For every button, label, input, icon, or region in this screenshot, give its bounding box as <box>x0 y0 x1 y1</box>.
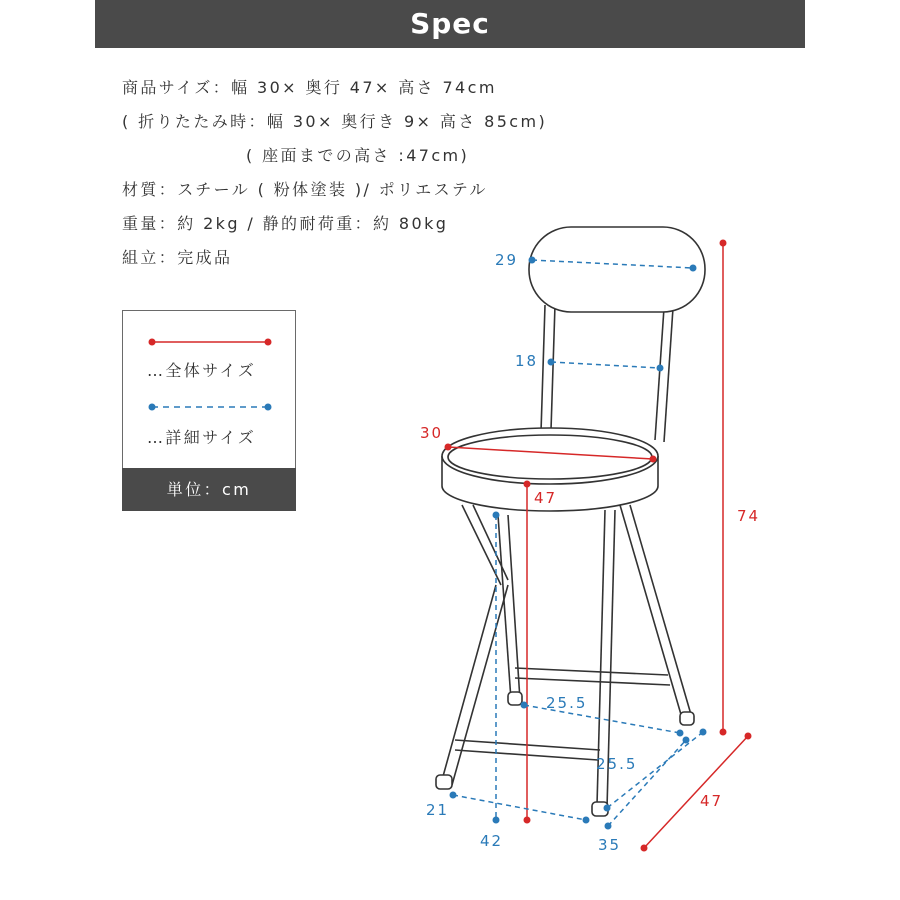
front-leg-height-dot-top <box>493 512 500 519</box>
seat-top <box>442 428 658 484</box>
front-left-width-dot-end <box>583 817 590 824</box>
label-front-leg-height: 42 <box>480 832 504 850</box>
leg-back-right-inner <box>630 505 692 718</box>
frame-width-dot-end <box>657 365 664 372</box>
spec-assembly: 組立：完成品 <box>122 248 233 267</box>
rear-span-dot-start <box>521 702 528 709</box>
foot-back-left <box>508 692 522 705</box>
backrest-rail-left <box>541 305 545 432</box>
frame-width-dot-start <box>548 359 555 366</box>
backrest-cushion <box>529 227 705 312</box>
label-backrest-width: 29 <box>495 251 519 269</box>
label-front-depth: 35 <box>598 836 622 854</box>
backrest-rail-right <box>655 308 664 440</box>
front-left-width-line <box>453 795 586 820</box>
total-depth-dot-end <box>641 845 648 852</box>
front-depth-dot-end <box>683 737 690 744</box>
label-frame-width: 18 <box>515 352 539 370</box>
label-total-height: 74 <box>737 507 761 525</box>
crossbar-back-inner <box>515 678 670 685</box>
spec-seat-height: ( 座面までの高さ :47cm) <box>246 146 470 165</box>
legend-unit: 単位：cm <box>122 468 296 511</box>
total-depth-line <box>644 736 748 848</box>
chair-drawing <box>436 227 705 816</box>
label-front-left-width: 21 <box>426 801 450 819</box>
side-span-dot-end <box>604 805 611 812</box>
total-height-dot-bottom <box>720 729 727 736</box>
leg-front-left-lower-inner <box>452 585 508 785</box>
front-left-width-dot-start <box>450 792 457 799</box>
rear-span-dot-end <box>677 730 684 737</box>
leg-back-right <box>620 505 682 718</box>
backrest-rail-right-inner <box>664 308 673 442</box>
spec-material: 材質：スチール ( 粉体塗装 )/ ポリエステル <box>122 180 488 199</box>
spec-folded-size: ( 折りたたみ時：幅 30× 奥行き 9× 高さ 85cm) <box>122 112 548 131</box>
label-rear-span: 25.5 <box>546 694 588 712</box>
seat-height-dot-bottom <box>524 817 531 824</box>
backrest-rail-left-inner <box>551 305 555 430</box>
foot-back-right <box>680 712 694 725</box>
label-total-depth: 47 <box>700 792 724 810</box>
total-height-dot-top <box>720 240 727 247</box>
front-leg-height-dot-bottom <box>493 817 500 824</box>
crossbar-back <box>515 668 668 675</box>
front-depth-dot-start <box>605 823 612 830</box>
leg-front-left-upper-inner <box>473 505 508 580</box>
label-side-span: 25.5 <box>596 755 638 773</box>
seat-width-dot-start <box>445 444 452 451</box>
backrest-width-dot-end <box>690 265 697 272</box>
side-span-dot-start <box>700 729 707 736</box>
spec-title: Spec <box>410 7 490 40</box>
backrest-width-dot-start <box>529 257 536 264</box>
frame-width-line <box>551 362 660 368</box>
label-seat-width: 30 <box>420 424 444 442</box>
seat-width-dot-end <box>650 456 657 463</box>
label-seat-height: 47 <box>534 489 558 507</box>
spec-product-size: 商品サイズ：幅 30× 奥行 47× 高さ 74cm <box>122 78 497 97</box>
total-depth-dot-start <box>745 733 752 740</box>
front-depth-line <box>608 740 686 826</box>
seat-height-dot-top <box>524 481 531 488</box>
legend-detail-label: …詳細サイズ <box>147 428 257 447</box>
detail-dots <box>450 257 707 830</box>
spec-weight: 重量：約 2kg / 静的耐荷重：約 80kg <box>122 214 449 233</box>
legend-total-label: …全体サイズ <box>147 361 257 380</box>
foot-front-left <box>436 775 452 789</box>
